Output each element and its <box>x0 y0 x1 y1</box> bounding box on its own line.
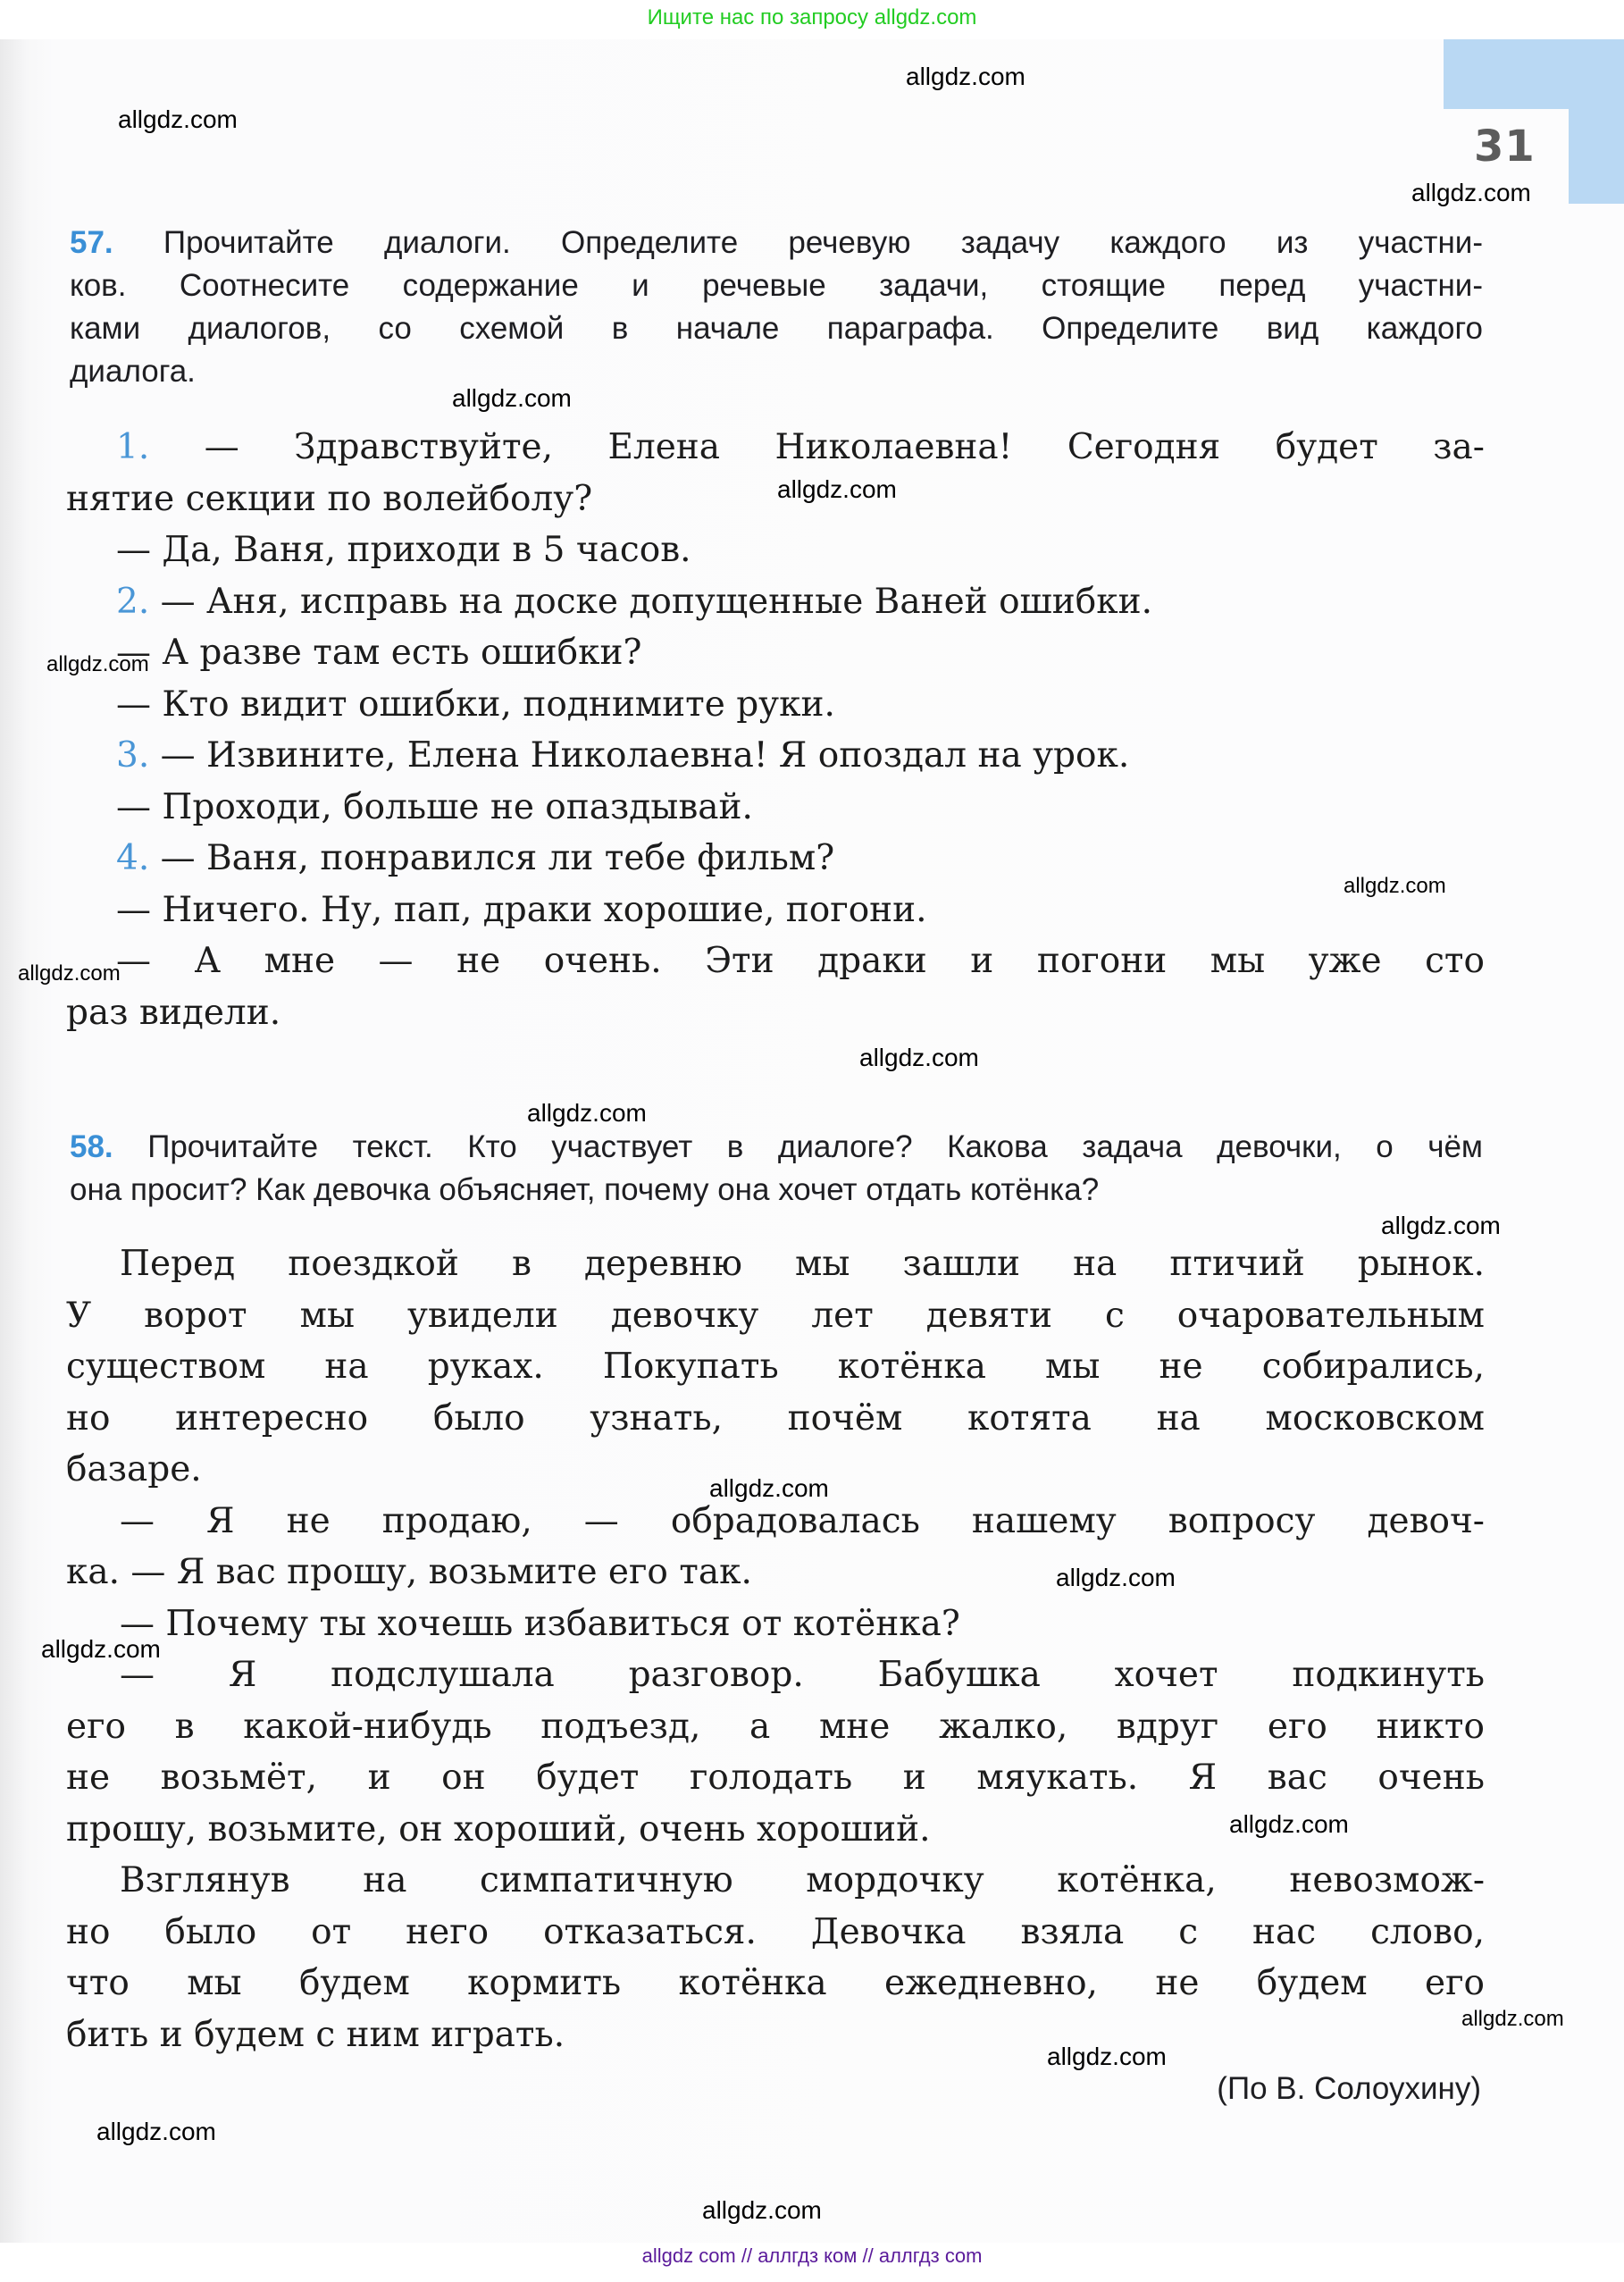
top-banner[interactable]: Ищите нас по запросу allgdz.com <box>647 5 977 29</box>
dialogue-number: 2. <box>116 581 150 622</box>
page-corner-tab-side <box>1569 109 1624 204</box>
page-number: 31 <box>1474 122 1536 172</box>
watermark: allgdz.com <box>709 1474 829 1502</box>
watermark: allgdz.com <box>859 1044 979 1071</box>
dialogue-number: 1. <box>116 427 150 467</box>
task-number: 58. <box>70 1129 113 1164</box>
watermark: allgdz.com <box>18 961 121 986</box>
dialogue-number: 3. <box>116 735 150 776</box>
task-number: 57. <box>70 225 113 260</box>
dialogue-1: 1. — Здравствуйте, Елена Николаевна! Сегодня будет за- нятие секции по волейболу? — Да, Ваня, приходи в 5 часов. <box>66 427 1485 570</box>
page-corner-tab <box>1444 39 1624 109</box>
task-57-dialogues <box>66 422 1485 1038</box>
watermark: allgdz.com <box>41 1635 161 1663</box>
watermark: allgdz.com <box>118 105 238 133</box>
watermark: allgdz.com <box>1461 2007 1564 2031</box>
watermark: allgdz.com <box>1056 1564 1176 1591</box>
dialogue-4: 4. — Ваня, понравился ли тебе фильм? — Ничего. Ну, пап, драки хорошие, погони. — А мне — не очень. Эти драки и погони мы уже сто раз видели. <box>66 838 1485 1033</box>
watermark: allgdz.com <box>1229 1810 1349 1838</box>
watermark: allgdz.com <box>527 1099 647 1127</box>
watermark: allgdz.com <box>1047 2043 1167 2070</box>
dialogue-2: 2. — Аня, исправь на доске допущенные Ваней ошибки. — А разве там есть ошибки? — Кто видит ошибки, поднимите руки. <box>116 581 1153 725</box>
story-attribution: (По В. Солоухину) <box>1217 2071 1481 2106</box>
watermark: allgdz.com <box>1411 179 1531 206</box>
watermark: allgdz.com <box>906 63 1025 90</box>
watermark: allgdz.com <box>1381 1212 1501 1239</box>
dialogue-3: 3. — Извините, Елена Николаевна! Я опоздал на урок. — Проходи, больше не опаздывай. <box>116 735 1130 827</box>
watermark: allgdz.com <box>452 384 572 412</box>
task-58-story: Перед поездкой в деревню мы зашли на птичий рынок. У ворот мы увидели девочку лет девяти с очаровательным существом на руках. Покупать котёнка мы не собирались, но интересно было узнать, почём котята на московском базаре. — Я не продаю, — обрадовалась нашему вопросу девоч- ка. — Я вас прошу, возьмите его так. — Почему ты хочешь избавиться от котёнка? — Я подслушала разговор. Бабушка хочет подкинуть его в какой-нибудь подъезд, а мне жалко, вдруг его никто не возьмёт, и он будет голодать и мяукать. Я вас очень прошу, возьмите, он хороший, очень хороший. Взглянув на симпатичную мордочку котёнка, невозмож- но было от него отказаться. Девочка взяла с нас слово, что мы будем кормить котёнка ежедневно, не будем его бить и будем с ним играть. <box>66 1244 1485 2055</box>
watermark: allgdz.com <box>777 475 897 503</box>
watermark: allgdz.com <box>96 2118 216 2145</box>
footer-links[interactable]: allgdz com // аллгдз ком // аллгдз com <box>641 2244 983 2267</box>
watermark: allgdz.com <box>46 652 149 676</box>
task-58-instruction: 58. Прочитайте текст. Кто участвует в диалоге? Какова задача девочки, о чём она просит? Как девочка объясняет, почему она хочет отдать котёнка? <box>70 1129 1483 1207</box>
dialogue-number: 4. <box>116 838 150 878</box>
task-57-instruction: 57. Прочитайте диалоги. Определите речевую задачу каждого из участни- ков. Соотнесите содержание и речевые задачи, стоящие перед участни- ками диалогов, со схемой в начале параграфа. Определите вид каждого диалога. <box>70 225 1483 389</box>
watermark: allgdz.com <box>702 2196 822 2224</box>
watermark: allgdz.com <box>1344 874 1446 898</box>
